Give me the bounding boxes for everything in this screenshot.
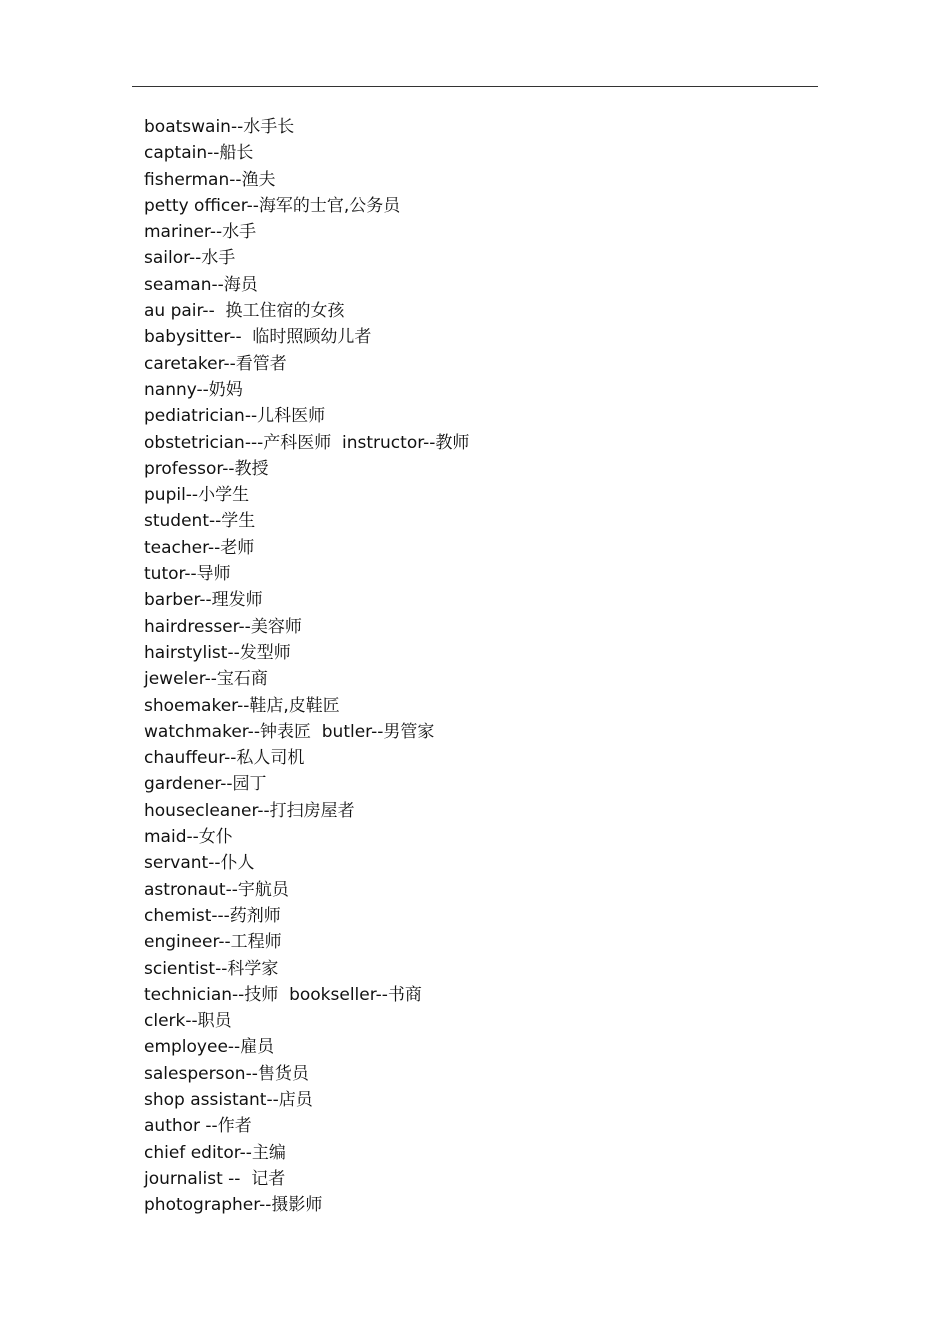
vocabulary-entry: pupil--小学生 <box>144 485 250 506</box>
vocabulary-entry: seaman--海员 <box>144 274 258 295</box>
vocabulary-entry: author --作者 <box>144 1116 252 1137</box>
vocabulary-entry: shoemaker--鞋店,皮鞋匠 <box>144 695 340 716</box>
vocabulary-entry: boatswain--水手长 <box>144 117 295 137</box>
vocabulary-entry: au pair-- 换工住宿的女孩 <box>144 301 345 322</box>
vocabulary-entry: engineer--工程师 <box>144 932 282 953</box>
vocabulary-entry: shop assistant--店员 <box>144 1089 313 1110</box>
vocabulary-entry: scientist--科学家 <box>144 958 279 979</box>
vocabulary-entry: tutor--导师 <box>144 564 231 585</box>
vocabulary-entry: captain--船长 <box>144 143 254 164</box>
vocabulary-entry: astronaut--宇航员 <box>144 879 289 900</box>
vocabulary-entry: housecleaner--打扫房屋者 <box>144 800 355 821</box>
vocabulary-entry: teacher--老师 <box>144 537 255 558</box>
vocabulary-entry: chemist---药剂师 <box>144 905 281 926</box>
vocabulary-entry: mariner--水手 <box>144 222 257 243</box>
vocabulary-entry: employee--雇员 <box>144 1037 275 1058</box>
vocabulary-entry: hairdresser--美容师 <box>144 616 302 637</box>
header-rule <box>132 86 818 87</box>
vocabulary-entry: petty officer--海军的士官,公务员 <box>144 195 401 216</box>
vocabulary-entry: nanny--奶妈 <box>144 379 243 400</box>
vocabulary-entry: professor--教授 <box>144 458 269 479</box>
vocabulary-entry: journalist -- 记者 <box>144 1168 286 1189</box>
vocabulary-entry: salesperson--售货员 <box>144 1063 309 1084</box>
vocabulary-entry: fisherman--渔夫 <box>144 169 276 190</box>
vocabulary-entry: babysitter-- 临时照顾幼儿者 <box>144 327 372 348</box>
vocabulary-entry: clerk--职员 <box>144 1011 232 1032</box>
vocabulary-entry: barber--理发师 <box>144 590 263 611</box>
vocabulary-entry: photographer--摄影师 <box>144 1195 323 1216</box>
vocabulary-entry: servant--仆人 <box>144 853 255 874</box>
vocabulary-entry: pediatrician--儿科医师 <box>144 406 326 427</box>
vocabulary-entry: chief editor--主编 <box>144 1142 286 1163</box>
vocabulary-entry: watchmaker--钟表匠 butler--男管家 <box>144 721 435 742</box>
vocabulary-entry: caretaker--看管者 <box>144 353 287 374</box>
vocabulary-entry: hairstylist--发型师 <box>144 642 291 663</box>
vocabulary-entry: student--学生 <box>144 511 256 532</box>
vocabulary-entry: jeweler--宝石商 <box>144 669 268 690</box>
vocabulary-entry: maid--女仆 <box>144 827 233 848</box>
vocabulary-entry: chauffeur--私人司机 <box>144 748 305 769</box>
vocabulary-entry: obstetrician---产科医师 instructor--教师 <box>144 432 470 453</box>
vocabulary-entry: technician--技师 bookseller--书商 <box>144 984 422 1005</box>
vocabulary-entry: sailor--水手 <box>144 248 236 269</box>
vocabulary-entry: gardener--园丁 <box>144 774 267 795</box>
vocabulary-list <box>144 114 469 1218</box>
